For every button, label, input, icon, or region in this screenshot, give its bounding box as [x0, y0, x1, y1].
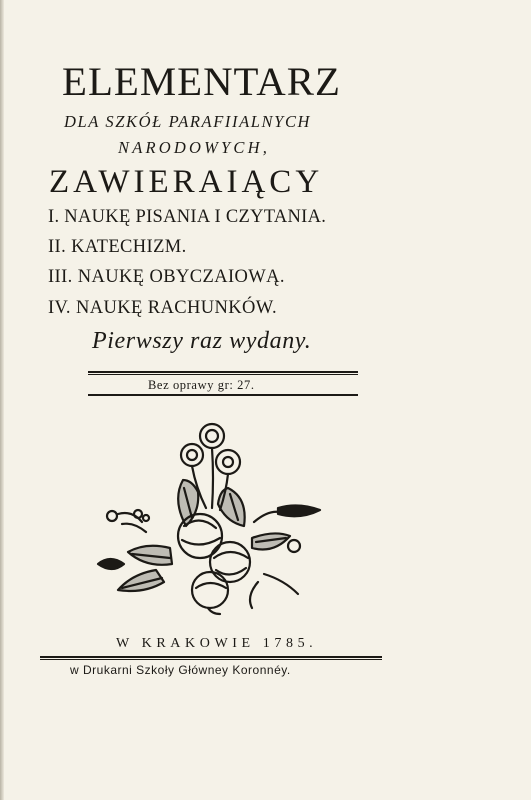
contents-item-1: I. NAUKĘ PISANIA I CZYTANIA. — [48, 207, 327, 227]
imprint-rule — [40, 656, 382, 658]
contents-item-3: III. NAUKĘ OBYCZAIOWĄ. — [48, 267, 285, 287]
place-year: W KRAKOWIE 1785. — [116, 636, 318, 651]
bottom-rule — [88, 394, 358, 396]
top-rule — [88, 371, 358, 373]
printer-line: w Drukarni Szkoły Główney Koronnéy. — [70, 663, 291, 677]
imprint-rule-thin — [40, 659, 382, 660]
page-edge — [0, 0, 4, 800]
edition-note: Pierwszy raz wydany. — [92, 328, 312, 354]
contents-item-4: IV. NAUKĘ RACHUNKÓW. — [48, 298, 277, 318]
containing-heading: ZAWIERAIĄCY — [49, 164, 324, 200]
book-title: ELEMENTARZ — [62, 59, 341, 104]
floral-woodcut-icon — [88, 418, 328, 618]
subtitle-line-1: DLA SZKÓŁ PARAFIIALNYCH — [64, 112, 312, 131]
subtitle-line-2: NARODOWYCH, — [118, 138, 271, 157]
price-note: Bez oprawy gr: 27. — [148, 378, 255, 392]
contents-item-2: II. KATECHIZM. — [48, 237, 187, 257]
top-rule-thin — [88, 374, 358, 375]
